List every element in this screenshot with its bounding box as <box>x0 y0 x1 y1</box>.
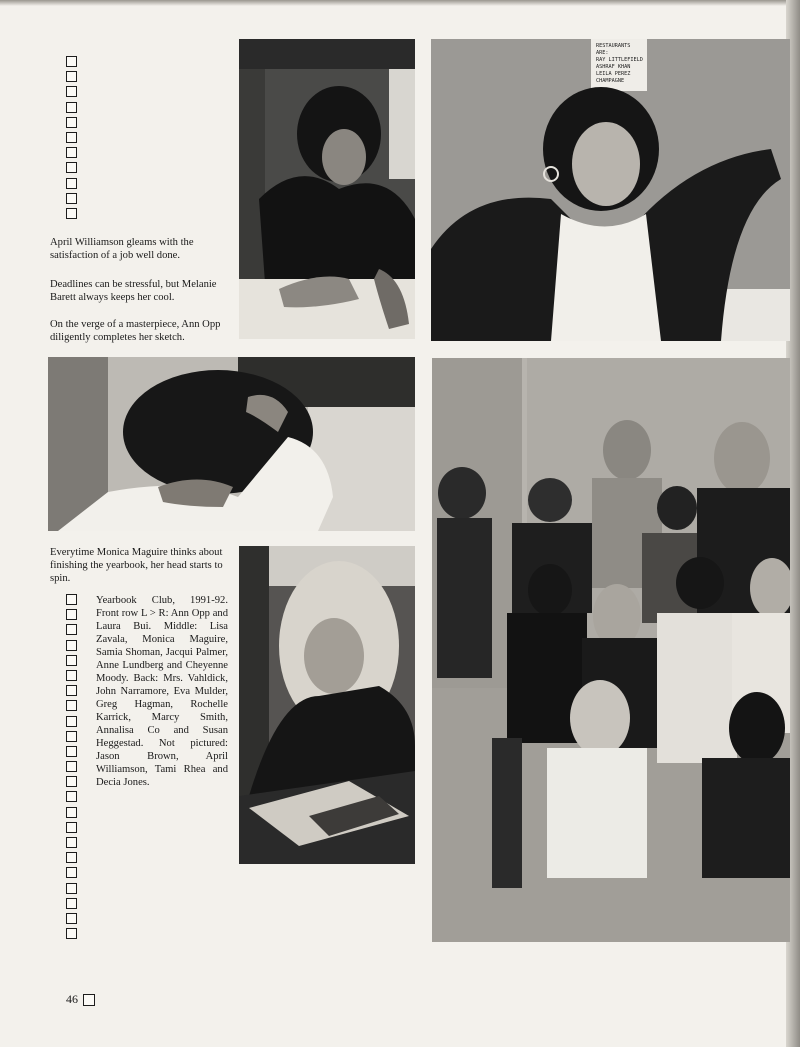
decorative-box-icon <box>66 776 77 787</box>
folio-box-icon <box>83 994 95 1006</box>
decorative-box-icon <box>66 852 77 863</box>
decorative-box-icon <box>66 102 77 113</box>
photo-april-williamson <box>239 39 415 339</box>
decorative-box-icon <box>66 624 77 635</box>
decorative-box-icon <box>66 178 77 189</box>
decorative-box-icon <box>66 913 77 924</box>
decorative-box-icon <box>66 716 77 727</box>
decorative-box-column-club <box>66 594 77 939</box>
page-number: 46 <box>66 992 78 1006</box>
decorative-box-icon <box>66 928 77 939</box>
decorative-box-icon <box>66 162 77 173</box>
decorative-box-icon <box>66 640 77 651</box>
decorative-box-icon <box>66 670 77 681</box>
decorative-box-icon <box>66 71 77 82</box>
caption-monica: Everytime Monica Maguire thinks about finishing the yearbook, her head starts to spin. <box>50 547 223 584</box>
page-top-shadow <box>0 0 800 6</box>
photo-yearbook-club-group <box>432 358 790 942</box>
decorative-box-icon <box>66 746 77 757</box>
decorative-box-icon <box>66 132 77 143</box>
decorative-box-icon <box>66 193 77 204</box>
page-folio <box>66 992 95 1007</box>
decorative-box-icon <box>66 761 77 772</box>
decorative-box-icon <box>66 867 77 878</box>
photo-sign-list <box>594 40 646 90</box>
decorative-box-icon <box>66 822 77 833</box>
caption-yearbook-club: Yearbook Club, 1991-92. Front row L > R: Ann Opp and Laura Bui. Middle: Lisa Zavala, Monica Maguire, Samia Shoman, Jacqui Palmer, Anne Lundberg and Cheyenne Moody. Back: Mrs. Vahldick, John Narramore, Eva Mulder, Greg Hagman, Rochelle Karrick, Marcy Smith, Annalisa Co and Susan Heggestad. Not pictured: Jason Brown, April Williamson, Tami Rhea and Decia Jones. <box>96 595 228 788</box>
decorative-box-icon <box>66 807 77 818</box>
decorative-box-column-top <box>66 56 77 219</box>
decorative-box-icon <box>66 883 77 894</box>
sign-line: ASHRAF KHAN <box>596 64 631 70</box>
decorative-box-icon <box>66 594 77 605</box>
sign-line: RESTAURANTS ARE: <box>596 43 631 56</box>
decorative-box-icon <box>66 117 77 128</box>
photo-monica-maguire <box>48 357 415 531</box>
decorative-box-icon <box>66 791 77 802</box>
sign-line: RAY LITTLEFIELD <box>596 57 643 63</box>
photo-ann-opp <box>239 546 415 864</box>
caption-april: April Williamson gleams with the satisfaction of a job well done. <box>50 237 194 261</box>
decorative-box-icon <box>66 56 77 67</box>
decorative-box-icon <box>66 86 77 97</box>
sign-line: LEILA PEREZ <box>596 71 631 77</box>
sign-line: CHAMPAGNE <box>596 78 625 84</box>
decorative-box-icon <box>66 609 77 620</box>
decorative-box-icon <box>66 700 77 711</box>
decorative-box-icon <box>66 898 77 909</box>
caption-ann: On the verge of a masterpiece, Ann Opp diligently completes her sketch. <box>50 319 221 343</box>
decorative-box-icon <box>66 837 77 848</box>
decorative-box-icon <box>66 147 77 158</box>
decorative-box-icon <box>66 731 77 742</box>
caption-melanie: Deadlines can be stressful, but Melanie Barett always keeps her cool. <box>50 279 217 303</box>
decorative-box-icon <box>66 655 77 666</box>
decorative-box-icon <box>66 685 77 696</box>
decorative-box-icon <box>66 208 77 219</box>
